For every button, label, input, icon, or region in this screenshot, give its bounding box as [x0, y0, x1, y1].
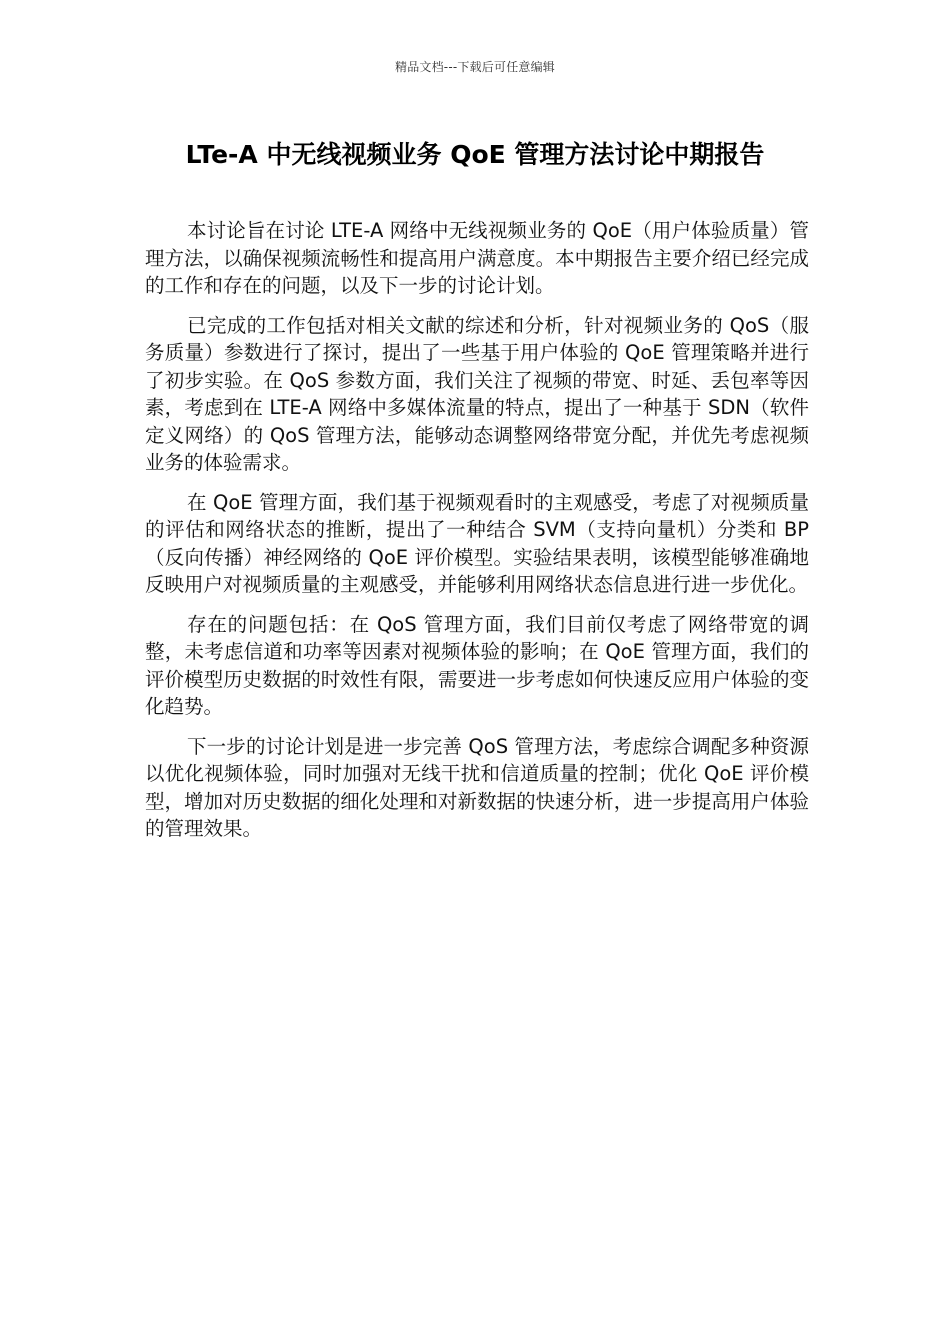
paragraph-completed-work: 已完成的工作包括对相关文献的综述和分析，针对视频业务的 QoS（服务质量）参数进行了探讨，提出了一些基于用户体验的 QoE 管理策略并进行了初步实验。在 QoS 参数方面，我们关注了视频的带宽、时延、丢包率等因素，考虑到在 LTE-A 网络中多媒体流量的特点，提出了一种基于 SDN（软件定义网络）的 QoS 管理方法，能够动态调整网络带宽分配，并优先考虑视频业务的体验需求。 [145, 313, 809, 474]
paragraph-intro: 本讨论旨在讨论 LTE-A 网络中无线视频业务的 QoE（用户体验质量）管理方法，以确保视频流畅性和提高用户满意度。本中期报告主要介绍已经完成的工作和存在的问题，以及下一步的讨论计划。 [145, 219, 809, 297]
header-note: 精品文档---下载后可任意编辑 [395, 60, 555, 74]
document-title: LTe-A 中无线视频业务 QoE 管理方法讨论中期报告 [185, 140, 765, 169]
document-body [145, 217, 809, 855]
paragraph-next-steps: 下一步的讨论计划是进一步完善 QoS 管理方法，考虑综合调配多种资源以优化视频体验，同时加强对无线干扰和信道质量的控制；优化 QoE 评价模型，增加对历史数据的细化处理和对新数据的快速分析，进一步提高用户体验的管理效果。 [145, 734, 809, 840]
paragraph-qoe-management: 在 QoE 管理方面，我们基于视频观看时的主观感受，考虑了对视频质量的评估和网络状态的推断，提出了一种结合 SVM（支持向量机）分类和 BP（反向传播）神经网络的 QoE 评价模型。实验结果表明，该模型能够准确地反映用户对视频质量的主观感受，并能够利用网络状态信息进行进一步优化。 [145, 490, 809, 596]
paragraph-problems: 存在的问题包括：在 QoS 管理方面，我们目前仅考虑了网络带宽的调整，未考虑信道和功率等因素对视频体验的影响；在 QoE 管理方面，我们的评价模型历史数据的时效性有限，需要进一步考虑如何快速反应用户体验的变化趋势。 [145, 612, 809, 718]
